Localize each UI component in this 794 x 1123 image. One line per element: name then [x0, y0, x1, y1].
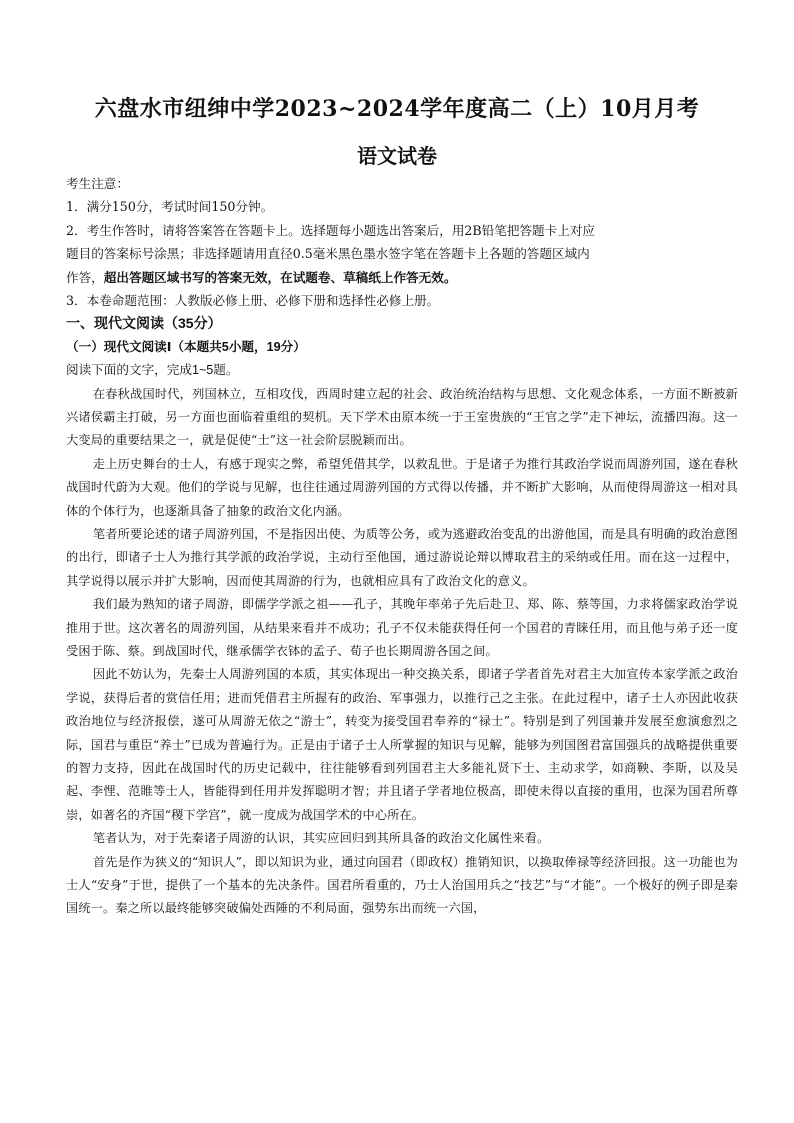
passage-paragraph: 我们最为熟知的诸子周游，即儒学学派之祖——孔子，其晚年率弟子先后赴卫、郑、陈、蔡等国，力求将儒家政治学说推用于世。这次著名的周游列国，从结果来看并不成功；孔子不仅未能获得任何一个国君的青睐任用，而且他与弟子还一度受困于陈、蔡。到战国时代，继承儒学衣钵的孟子、荀子也长期周游各国之间。: [66, 597, 738, 658]
passage-paragraph: 走上历史舞台的士人，有感于现实之弊，希望凭借其学，以救乱世。于是诸子为推行其政治学说而周游列国，遂在春秋战国时代蔚为大观。他们的学说与见解，也往往通过周游列国的方式得以传播，并不断扩大影响，从而使得周游这一相对具体的个体行为，也逐渐具备了抽象的政治文化内涵。: [66, 456, 738, 518]
notice-item-1: 1．满分150分，考试时间150分钟。: [66, 199, 274, 215]
passage-paragraph: 笔者所要论述的诸子周游列国，不是指因出使、为质等公务，或为逃避政治变乱的出游他国，而是具有明确的政治意图的出行，即诸子士人为推行其学派的政治学说，主动行至他国，通过游说论辩以博取君主的采纳或任用。而在这一过程中，其学说得以展示并扩大影响，因而使其周游的行为，也就相应具有了政治文化的意义。: [66, 526, 738, 588]
exam-subtitle: 语文试卷: [357, 144, 437, 168]
reading-instruction: 阅读下面的文字，完成1~5题。: [66, 363, 239, 378]
exam-content: [66, 172, 738, 921]
passage-paragraph: 笔者认为，对于先秦诸子周游的认识，其实应回归到其所具备的政治文化属性来看。: [92, 831, 550, 846]
section-heading: 一、现代文阅读（35分）: [66, 315, 222, 332]
notice-item-2-line-2: 题目的答案标号涂黑；非选择题请用直径0.5毫米黑色墨水签字笔在答题卡上各题的答题区域内: [66, 246, 590, 262]
passage-paragraph: 因此不妨认为，先秦士人周游列国的本质，其实体现出一种交换关系，即诸子学者首先对君主大加宣传本家学派之政治学说，获得后者的赏信任用；进而凭借君主所握有的政治、军事强力，以推行己之主张。在此过程中，诸子士人亦因此收获政治地位与经济报偿，遂可从周游无依之“游士”，转变为接受国君奉养的“禄士”。特别是到了列国兼并发展至愈演愈烈之际，国君与重臣“养士”已成为普遍行为。正是由于诸子士人所掌握的知识与见解，能够为列国图君富国强兵的战略提供重要的智力支持，因此在战国时代的历史记载中，往往能够看到列国君主大多能礼贤下士、主动求学，如商鞅、李斯，以及吴起、李悝、范睢等士人，皆能得到任用并发挥聪明才智；并且诸子学者地位极高，即使未得以直接的重用，也深为国君所尊崇，如著名的齐国“稷下学宫”，就一度成为战国学术的中心所在。: [66, 667, 738, 822]
notice-item-3: 3．本卷命题范围：人教版必修上册、必修下册和选择性必修上册。: [66, 292, 440, 308]
notice-heading: 考生注意：: [66, 176, 129, 191]
notice-item-2-plain: 作答，: [66, 269, 104, 285]
passage-paragraph: 首先是作为狭义的“知识人”，即以知识为业，通过向国君（即政权）推销知识，以换取俸禄等经济回报。这一功能也为士人“安身”于世，提供了一个基本的先决条件。国君所看重的，乃士人治国用兵之“技艺”与“才能”。一个极好的例子即是秦国统一。秦之所以最终能够突破偏处西陲的不利局面，强势东出而统一六国，: [66, 854, 738, 916]
passage-paragraph: 在春秋战国时代，列国林立，互相攻伐，西周时建立起的社会、政治统治结构与思想、文化观念体系，一方面不断被新兴诸侯霸主打破，另一方面也面临着重组的契机。天下学术由原本统一于王室贵族的“王官之学”走下神坛，流播四海。这一大变局的重要结果之一，就是促使“士”这一社会阶层脱颖而出。: [66, 386, 738, 448]
notice-item-2-line-3: [66, 266, 738, 289]
exam-title: 六盘水市纽绅中学2023~2024学年度高二（上）10月月考: [94, 96, 700, 122]
notice-item-2-line-1: 2．考生作答时，请将答案答在答题卡上。选择题每小题选出答案后，用2B铅笔把答题卡上对应: [66, 222, 596, 238]
subsection-heading: （一）现代文阅读Ⅰ（本题共5小题，19分）: [66, 339, 306, 354]
notice-item-2-bold: 超出答题区域书写的答案无效，在试题卷、草稿纸上作答无效。: [103, 269, 457, 285]
